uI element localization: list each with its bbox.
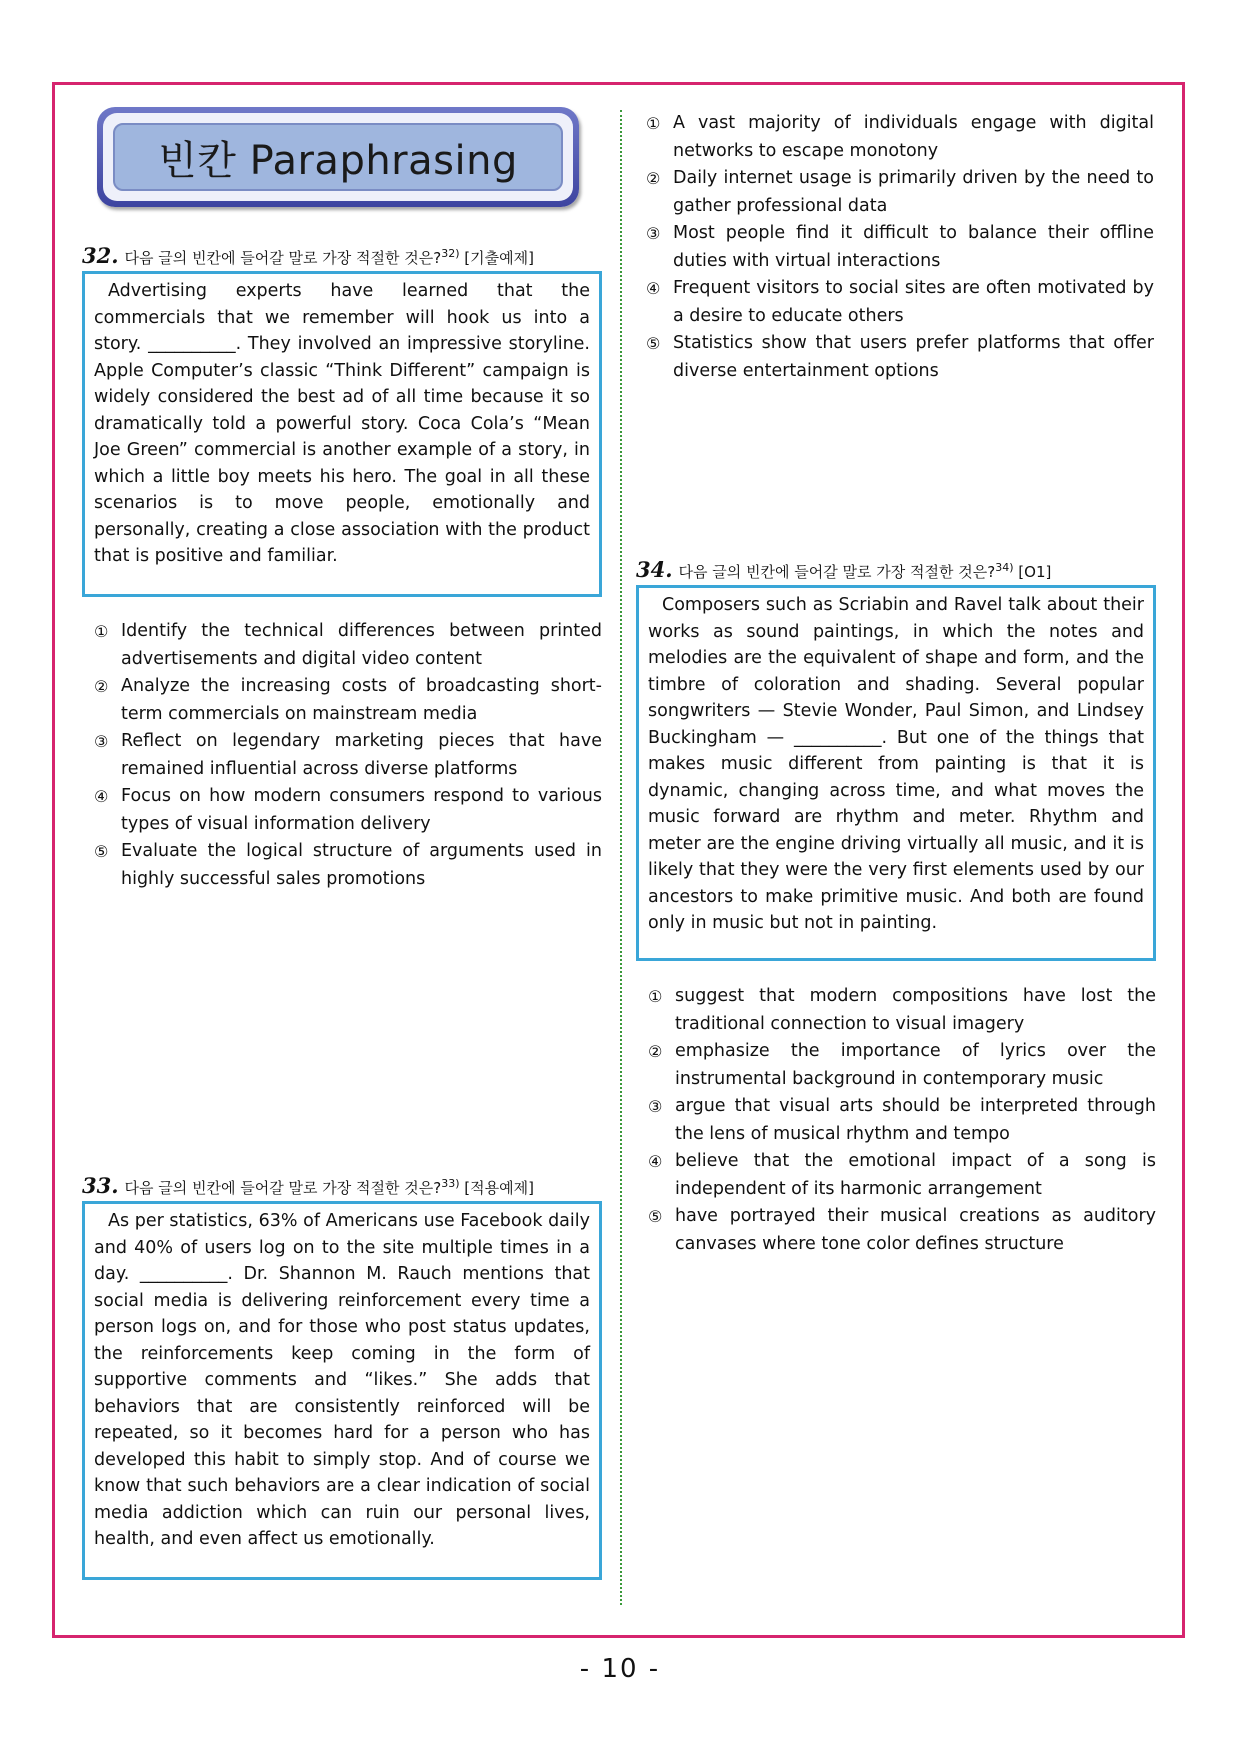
option-1[interactable]: ① A vast majority of individuals engage with digital networks to escape monotony	[646, 113, 1154, 161]
section-title: 빈칸 Paraphrasing	[158, 137, 518, 184]
option-2[interactable]: ② Daily internet usage is primarily driven by the need to gather professional data	[646, 168, 1154, 216]
option-3[interactable]: ③ Reflect on legendary marketing pieces that have remained influential across diverse platforms	[94, 731, 602, 779]
passage-text: Advertising experts have learned that the commercials that we remember will hook us into a story. __________. They involved an impressive storyline. Apple Computer’s classic “Think Different” campaign is widely considered the best ad of all time because it so dramatically told a powerful story. Coca Cola’s “Mean Joe Green” commercial is another example of a story, in which a little boy meets his hero. The goal in all these scenarios is to move people, emotionally and personally, creating a close association with the product that is positive and familiar.	[94, 281, 590, 566]
question-33-options	[646, 110, 1154, 385]
passage-text: Composers such as Scriabin and Ravel talk about their works as sound paintings, in which the notes and melodies are the equivalent of shape and form, and the timbre of coloration and shading. Several popular songwriters — Stevie Wonder, Paul Simon, and Lindsey Buckingham — __________. But one of the things that makes music different from painting is that it is dynamic, changing across time, and what moves the music forward are rhythm and meter. Rhythm and meter are the engine driving virtually all music, and it is likely that they were the very first elements used by our ancestors to make primitive music. And both are found only in music but not in painting.	[648, 595, 1144, 933]
option-3[interactable]: ③ Most people find it difficult to balance their offline duties with virtual interactions	[646, 223, 1154, 271]
question-33-passage	[82, 1201, 602, 1580]
option-4[interactable]: ④ believe that the emotional impact of a song is independent of its harmonic arrangement	[648, 1151, 1156, 1199]
question-32-passage	[82, 271, 602, 597]
footnote-ref: 34)	[995, 561, 1014, 574]
question-tag: [O1]	[1018, 563, 1052, 581]
question-tag: [적용예제]	[464, 1179, 534, 1197]
question-number: 32.	[82, 243, 119, 268]
question-32-options	[94, 618, 602, 893]
question-prompt: 다음 글의 빈칸에 들어갈 말로 가장 적절한 것은?	[124, 1179, 442, 1197]
option-5[interactable]: ⑤ have portrayed their musical creations as auditory canvases where tone color defines structure	[648, 1206, 1156, 1254]
section-banner	[97, 107, 579, 207]
footnote-ref: 33)	[441, 1177, 460, 1190]
option-4[interactable]: ④ Frequent visitors to social sites are often motivated by a desire to educate others	[646, 278, 1154, 326]
option-3[interactable]: ③ argue that visual arts should be interpreted through the lens of musical rhythm and tempo	[648, 1096, 1156, 1144]
question-33-header	[82, 1173, 534, 1198]
page-number: - 10 -	[579, 1654, 661, 1684]
option-2[interactable]: ② emphasize the importance of lyrics over the instrumental background in contemporary music	[648, 1041, 1156, 1089]
question-prompt: 다음 글의 빈칸에 들어갈 말로 가장 적절한 것은?	[124, 249, 442, 267]
question-tag: [기출예제]	[464, 249, 534, 267]
question-32-header	[82, 243, 534, 268]
option-4[interactable]: ④ Focus on how modern consumers respond to various types of visual information delivery	[94, 786, 602, 834]
question-prompt: 다음 글의 빈칸에 들어갈 말로 가장 적절한 것은?	[678, 563, 996, 581]
question-number: 33.	[82, 1173, 119, 1198]
option-5[interactable]: ⑤ Statistics show that users prefer platforms that offer diverse entertainment options	[646, 333, 1154, 381]
option-2[interactable]: ② Analyze the increasing costs of broadcasting short-term commercials on mainstream media	[94, 676, 602, 724]
question-number: 34.	[636, 557, 673, 582]
option-1[interactable]: ① Identify the technical differences between printed advertisements and digital video content	[94, 621, 602, 669]
passage-text: As per statistics, 63% of Americans use Facebook daily and 40% of users log on to the site multiple times in a day. __________. Dr. Shannon M. Rauch mentions that social media is delivering reinforcement every time a person logs on, and for those who post status updates, the reinforcements keep coming in the form of supportive comments and “likes.” She adds that behaviors that are consistently reinforced will be repeated, so it becomes hard for a person who has developed this habit to simply stop. And of course we know that such behaviors are a clear indication of social media addiction which can ruin our personal lives, health, and even affect us emotionally.	[94, 1211, 590, 1549]
footnote-ref: 32)	[441, 247, 460, 260]
question-34-passage	[636, 585, 1156, 961]
question-34-header	[636, 557, 1051, 582]
question-34-options	[648, 983, 1156, 1258]
option-1[interactable]: ① suggest that modern compositions have lost the traditional connection to visual imagery	[648, 986, 1156, 1034]
column-divider	[620, 110, 622, 1605]
option-5[interactable]: ⑤ Evaluate the logical structure of arguments used in highly successful sales promotions	[94, 841, 602, 889]
